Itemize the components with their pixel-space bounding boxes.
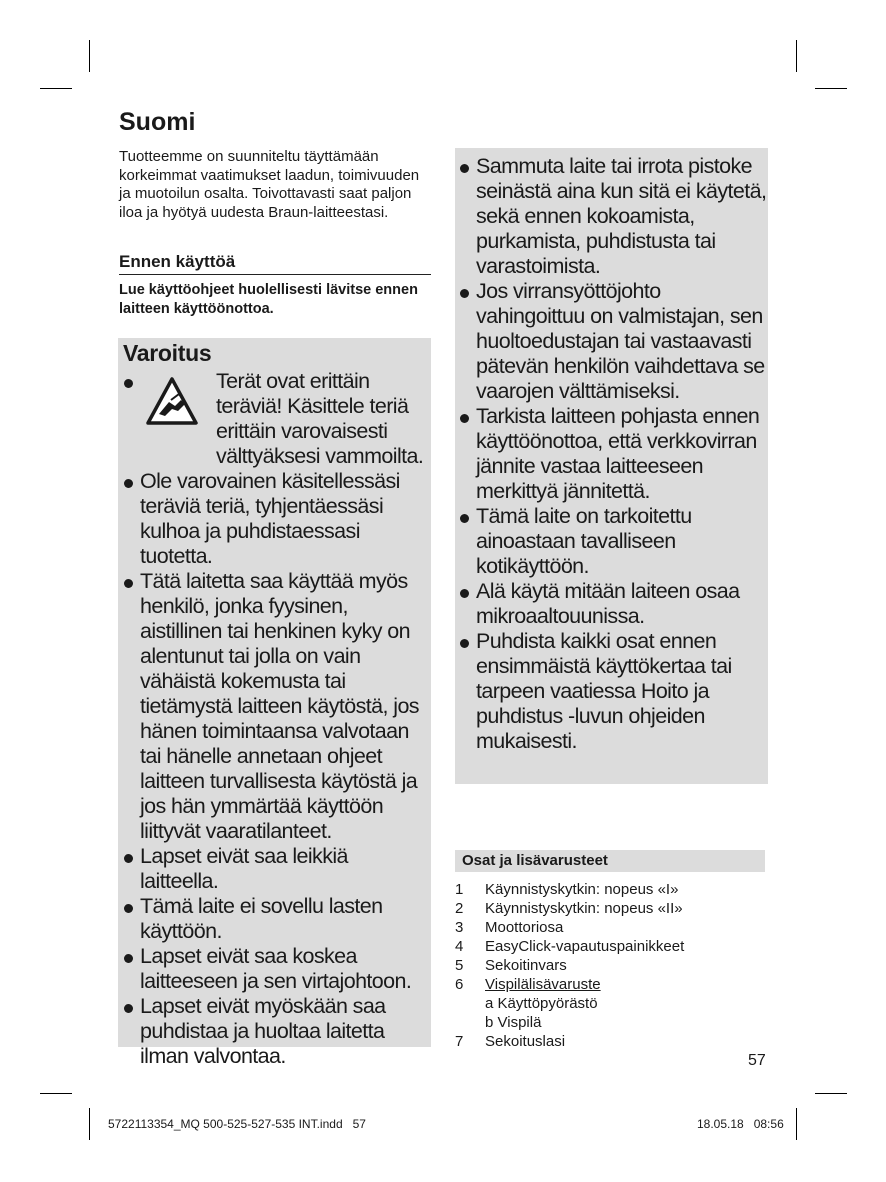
before-use-heading: Ennen käyttöä	[119, 252, 431, 275]
warning-item-blades	[123, 369, 428, 469]
crop-mark	[815, 1093, 847, 1094]
intro-paragraph: Tuotteemme on suunniteltu täyttämään korkeimmat vaatimukset laadun, toimivuuden ja muotoilun osalta. Toivottavasti saat paljon iloa ja hyötyä uudesta Braun-laitteestasi.	[119, 148, 420, 221]
parts-row: 6 Vispilälisävaruste	[455, 976, 601, 993]
bullet-icon	[460, 589, 469, 598]
bullet-icon	[124, 1004, 133, 1013]
list-item: Lapset eivät saa leikkiä laitteella.	[123, 844, 431, 894]
parts-row: 2 Käynnistyskytkin: nopeus «II»	[455, 900, 683, 917]
crop-mark	[89, 1108, 90, 1140]
bullet-icon	[124, 954, 133, 963]
crop-mark	[40, 1093, 72, 1094]
bullet-icon	[460, 414, 469, 423]
parts-row: 7 Sekoituslasi	[455, 1033, 566, 1050]
list-item: Tämä laite on tarkoitettu ainoastaan tavalliseen kotikäyttöön.	[459, 504, 767, 579]
bullet-icon	[460, 164, 469, 173]
list-item: Alä käytä mitään laiteen osaa mikroaaltouunissa.	[459, 579, 767, 629]
crop-mark	[796, 1108, 797, 1140]
bullet-icon	[124, 479, 133, 488]
footer-date: 18.05.18 08:56	[697, 1117, 784, 1131]
parts-row: a Käyttöpyörästö	[485, 995, 598, 1012]
list-item: Tarkista laitteen pohjasta ennen käyttöönottoa, että verkkovirran jännite vastaa laitteeseen merkittyä jännitettä.	[459, 404, 767, 504]
parts-list	[455, 880, 755, 1051]
list-item: Tämä laite ei sovellu lasten käyttöön.	[123, 894, 431, 944]
list-item: Tätä laitetta saa käyttää myös henkilö, jonka fyysinen, aistillinen tai henkinen kyky on alentunut tai jolla on vain vähäistä kokemusta tai tietämystä laitteen käytöstä, jos hänen toimintaansa valvotaan tai hänelle annetaan ohjeet laitteen turvallisesta käytöstä ja jos hän ymmärtää käyttöön liittyvät vaaratilanteet.	[123, 569, 431, 844]
warning-list-left	[123, 469, 431, 1069]
warning-list-right	[459, 154, 767, 754]
bullet-icon	[124, 904, 133, 913]
list-item: Puhdista kaikki osat ennen ensimmäistä käyttökertaa tai tarpeen vaatiessa Hoito ja puhdistus -luvun ohjeiden mukaisesti.	[459, 629, 767, 754]
crop-mark	[796, 40, 797, 72]
parts-row: 5 Sekoitinvars	[455, 957, 567, 974]
bullet-icon	[124, 854, 133, 863]
before-use-note: Lue käyttöohjeet huolellisesti lävitse ennen laitteen käyttöönottoa.	[119, 282, 418, 317]
bullet-icon	[460, 514, 469, 523]
parts-heading: Osat ja lisävarusteet	[455, 850, 765, 872]
parts-row: b Vispilä	[485, 1014, 542, 1031]
crop-mark	[40, 88, 72, 89]
footer-file: 5722113354_MQ 500-525-527-535 INT.indd 57	[108, 1117, 366, 1131]
warning-title: Varoitus	[123, 340, 212, 366]
page-number: 57	[748, 1052, 766, 1069]
parts-row: 1 Käynnistyskytkin: nopeus «I»	[455, 881, 679, 898]
list-item: Jos virransyöttöjohto vahingoittuu on valmistajan, sen huoltoedustajan tai vastaavasti pätevän henkilön vaihdettava se vaarojen välttämiseksi.	[459, 279, 767, 404]
parts-row: 4 EasyClick-vapautuspainikkeet	[455, 938, 685, 955]
page-title: Suomi	[119, 108, 196, 136]
crop-mark	[815, 88, 847, 89]
bullet-icon	[124, 379, 133, 388]
warning-item-text: Terät ovat erittäin teräviä! Käsittele teriä erittäin varovaisesti välttyäksesi vammoilta.	[216, 369, 424, 468]
bullet-icon	[124, 579, 133, 588]
parts-row: 3 Moottoriosa	[455, 919, 564, 936]
sharp-blade-warning-icon	[145, 376, 199, 426]
list-item: Lapset eivät saa koskea laitteeseen ja sen virtajohtoon.	[123, 944, 431, 994]
bullet-icon	[460, 289, 469, 298]
crop-mark	[89, 40, 90, 72]
bullet-icon	[460, 639, 469, 648]
list-item: Sammuta laite tai irrota pistoke seinästä aina kun sitä ei käytetä, sekä ennen kokoamista, purkamista, puhdistusta tai varastoimista.	[459, 154, 767, 279]
list-item: Lapset eivät myöskään saa puhdistaa ja huoltaa laitetta ilman valvontaa.	[123, 994, 431, 1069]
list-item: Ole varovainen käsitellessäsi teräviä teriä, tyhjentäessäsi kulhoa ja puhdistaessasi tuotetta.	[123, 469, 431, 569]
